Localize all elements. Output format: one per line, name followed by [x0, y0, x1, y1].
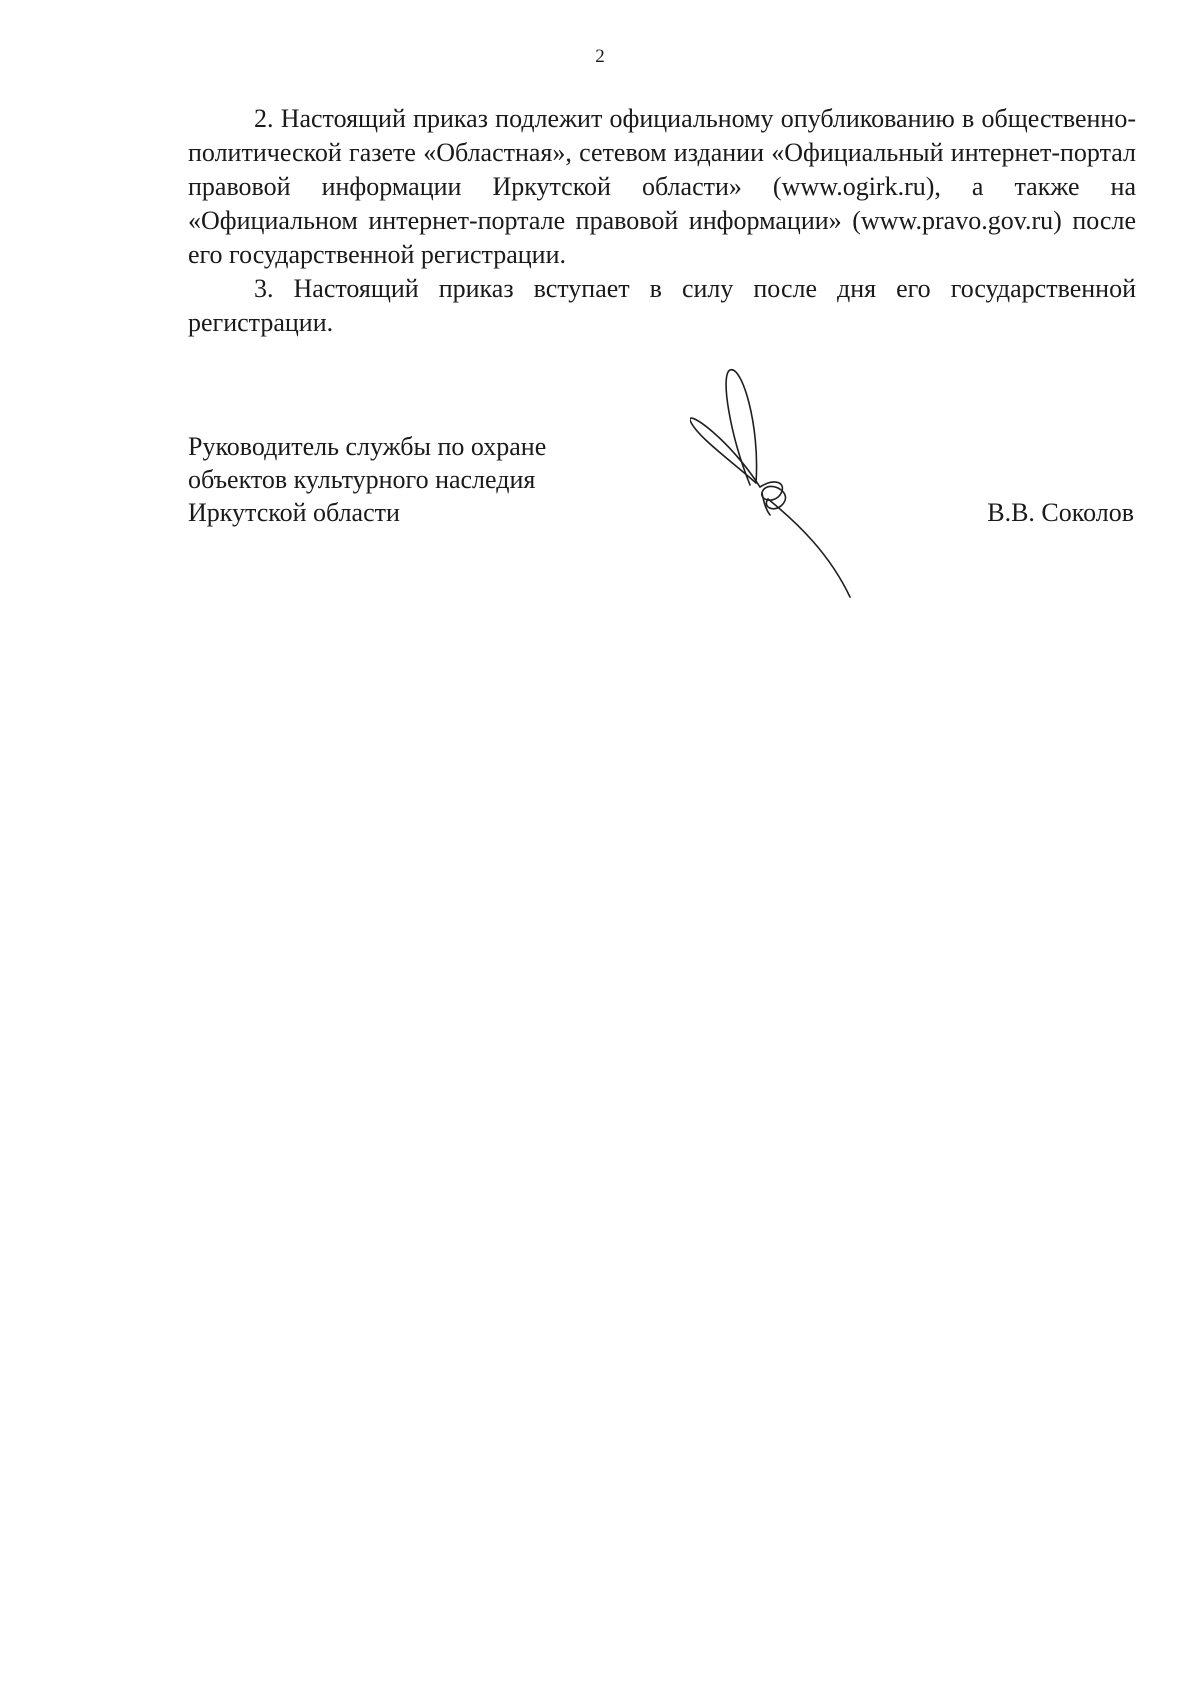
signatory-position	[188, 430, 688, 529]
signatory-position-line: Руководитель службы по охране	[188, 432, 547, 461]
signatory-position-line: объектов культурного наследия	[188, 465, 536, 494]
signatory-name: В.В. Соколов	[987, 498, 1134, 527]
document-body	[188, 102, 1136, 340]
page-number: 2	[595, 46, 605, 67]
handwritten-signature-icon	[690, 365, 890, 600]
paragraph-publication: 2. Настоящий приказ подлежит официальному опубликованию в общественно-политической газете «Областная», сетевом издании «Официальный интернет-портал правовой информации Иркутской области» (www.ogirk.ru), а также на «Официальном интернет-портале правовой информации» (www.pravo.gov.ru) после его государственной регистрации.	[188, 104, 1136, 269]
paragraph-effective-date: 3. Настоящий приказ вступает в силу после дня его государственной регистрации.	[188, 274, 1136, 337]
signatory-position-line: Иркутской области	[188, 498, 400, 527]
